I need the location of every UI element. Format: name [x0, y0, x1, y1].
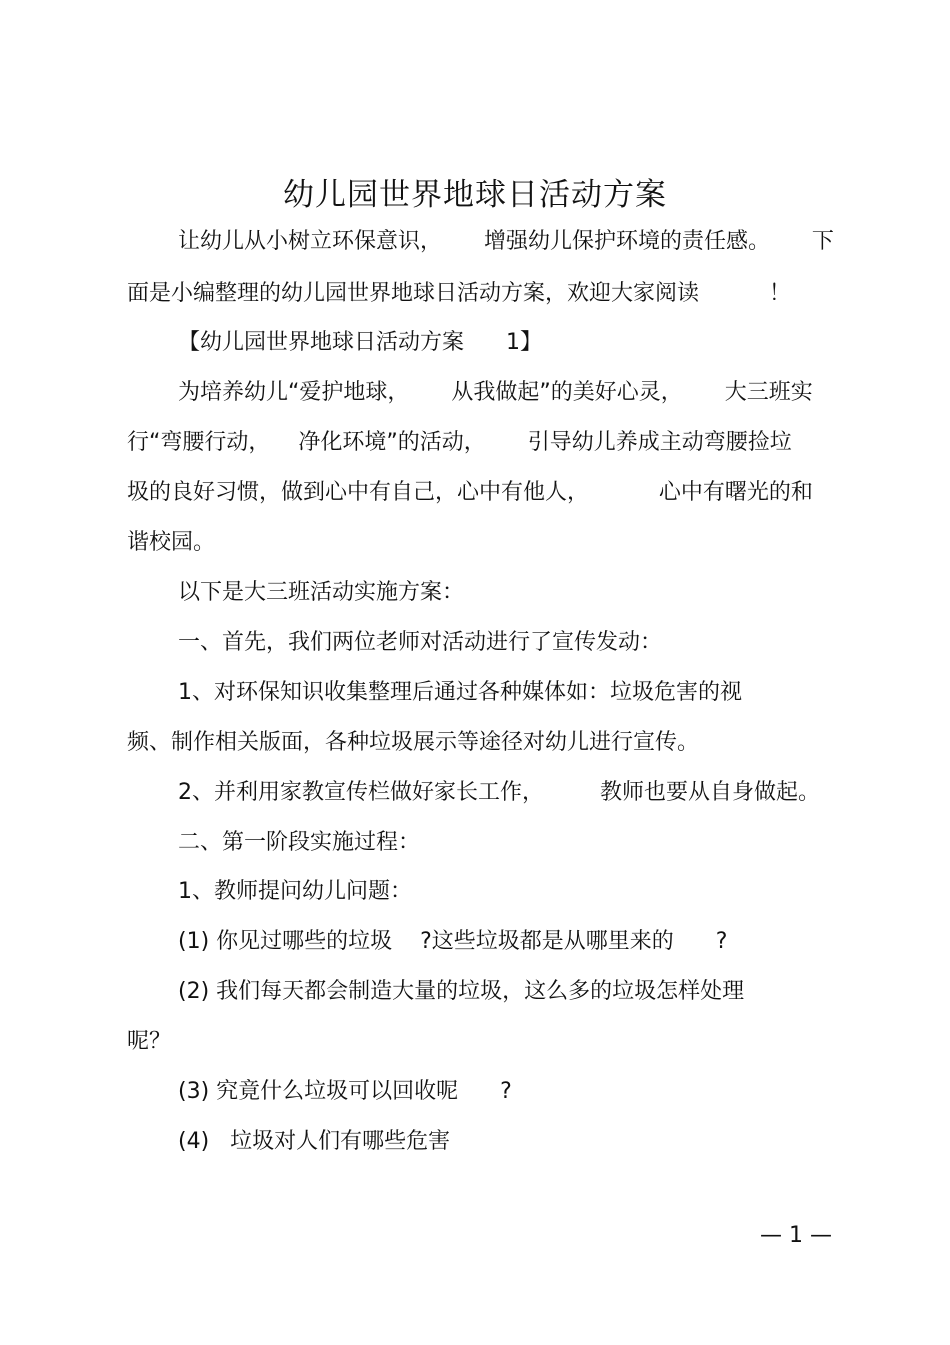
paragraph-line: 频、制作相关版面，各种垃圾展示等途径对幼儿进行宣传。 [127, 730, 700, 755]
paragraph-line: 以下是大三班活动实施方案： [178, 580, 465, 605]
paragraph-line: 一、首先，我们两位老师对活动进行了宣传发动： [178, 630, 663, 655]
paragraph-line: 2、并利用家教宣传栏做好家长工作， 教师也要从自身做起。 [178, 780, 820, 805]
paragraph-line: 二、第一阶段实施过程： [178, 830, 421, 855]
paragraph-line: 让幼儿从小树立环保意识， 增强幼儿保护环境的责任感。 下 [178, 229, 834, 254]
paragraph-line: 行“弯腰行动， 净化环境”的活动， 引导幼儿养成主动弯腰捡垃 [127, 430, 792, 455]
paragraph-line: (3) 究竟什么垃圾可以回收呢 ? [178, 1079, 512, 1104]
document-title: 幼儿园世界地球日活动方案 [283, 177, 667, 213]
paragraph-line: 谐校园。 [127, 530, 216, 555]
paragraph-line: 为培养幼儿“爱护地球， 从我做起”的美好心灵， 大三班实 [178, 380, 813, 405]
paragraph-line: 呢？ [127, 1029, 172, 1054]
paragraph-line: 1、对环保知识收集整理后通过各种媒体如：垃圾危害的视 [178, 680, 742, 705]
paragraph-line: 1、教师提问幼儿问题： [178, 879, 412, 904]
paragraph-line: (1) 你见过哪些的垃圾 ?这些垃圾都是从哪里来的 ? [178, 929, 728, 954]
paragraph-line: (4) 垃圾对人们有哪些危害 [178, 1129, 451, 1154]
paragraph-line: 面是小编整理的幼儿园世界地球日活动方案，欢迎大家阅读 ！ [127, 281, 791, 306]
paragraph-line: (2) 我们每天都会制造大量的垃圾，这么多的垃圾怎样处理 [178, 979, 745, 1004]
section-heading: 【幼儿园世界地球日活动方案 1】 [178, 330, 542, 355]
paragraph-line: 圾的良好习惯，做到心中有自己，心中有他人， 心中有曙光的和 [127, 480, 813, 505]
page-number: — 1 — [760, 1223, 832, 1248]
